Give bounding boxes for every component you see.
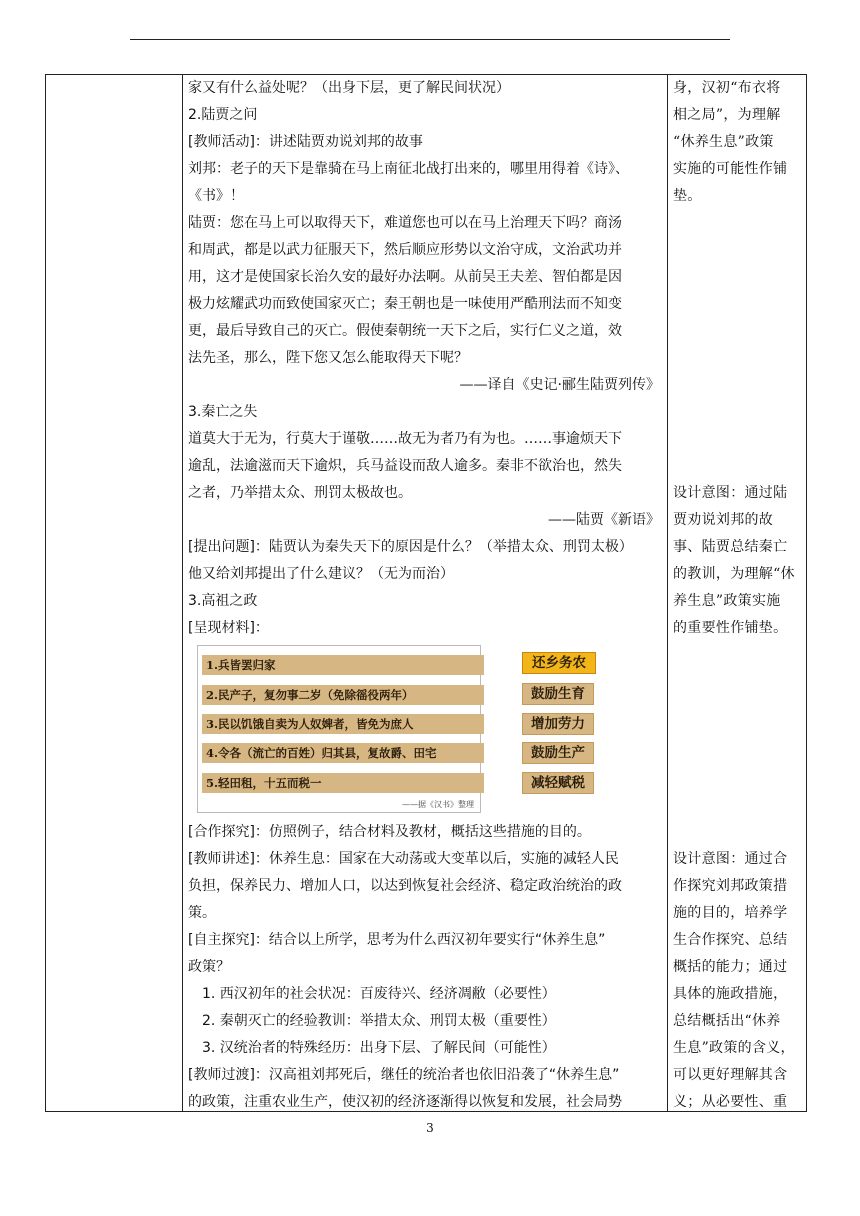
quote-line: 刘邦：老子的天下是靠骑在马上南征北战打出来的，哪里用得着《诗》、 — [188, 161, 629, 177]
intent-line: 实施的可能性作铺 — [673, 161, 788, 177]
figure-source: ——据《汉书》整理 — [402, 800, 474, 809]
purpose-tag: 鼓励生产 — [522, 742, 594, 764]
intent-line: 设计意图：通过陆 — [673, 485, 788, 501]
intent-line: 养生息”政策实施 — [673, 593, 781, 609]
text-line: [提出问题]：陆贾认为秦失天下的原因是什么？（举措太众、刑罚太极） — [188, 539, 633, 555]
quote-line: 用，这才是使国家长治久安的最好办法啊。从前吴王夫差、智伯都是因 — [188, 269, 622, 285]
text-line: [合作探究]：仿照例子，结合材料及教材，概括这些措施的目的。 — [188, 824, 591, 840]
measure-bar: 2.民产子，复勿事二岁（免除徭役两年） — [202, 685, 484, 705]
quote-line: 《书》！ — [188, 188, 244, 204]
intent-line: “休养生息”政策 — [673, 134, 774, 150]
measure-bar: 4.令各（流亡的百姓）归其县，复故爵、田宅 — [202, 743, 484, 763]
text-line: [呈现材料]： — [188, 620, 269, 636]
column-divider-left — [182, 75, 183, 1111]
measures-figure — [197, 645, 481, 813]
intent-line: 事、陆贾总结秦亡 — [673, 539, 788, 555]
intent-line: 贾劝说刘邦的故 — [673, 512, 774, 528]
purpose-tag: 还乡务农 — [522, 652, 596, 674]
text-line: [教师过渡]：汉高祖刘邦死后，继任的统治者也依旧沿袭了“休养生息” — [188, 1067, 620, 1083]
intent-line: 义；从必要性、重 — [673, 1094, 788, 1110]
purpose-tag: 鼓励生育 — [522, 683, 594, 705]
section-heading: 2.陆贾之问 — [188, 107, 258, 123]
intent-line: 施的目的，培养学 — [673, 905, 788, 921]
quote-line: 极力炫耀武功而致使国家灭亡；秦王朝也是一味使用严酷刑法而不知变 — [188, 296, 622, 312]
intent-line: 设计意图：通过合 — [673, 851, 788, 867]
intent-line: 的教训，为理解“休 — [673, 566, 795, 582]
text-line: 负担，保养民力、增加人口，以达到恢复社会经济、稳定政治统治的政 — [188, 878, 622, 894]
intent-line: 生合作探究、总结 — [673, 932, 788, 948]
citation: ——译自《史记·郦生陆贾列传》 — [459, 377, 660, 393]
text-line: [教师活动]：讲述陆贾劝说刘邦的故事 — [188, 134, 423, 150]
quote-line: 道莫大于无为，行莫大于谨敬……故无为者乃有为也。……事逾烦天下 — [188, 431, 622, 447]
intent-line: 生息”政策的含义， — [673, 1040, 795, 1056]
purpose-tag: 增加劳力 — [522, 713, 594, 735]
intent-line: 概括的能力；通过 — [673, 959, 788, 975]
intent-line: 的重要性作铺垫。 — [673, 620, 788, 636]
quote-line: 法先圣，那么，陛下您又怎么能取得天下呢？ — [188, 350, 468, 366]
measure-bar: 3.民以饥饿自卖为人奴婢者，皆免为庶人 — [202, 714, 484, 734]
text-line: 家又有什么益处呢？（出身下层，更了解民间状况） — [188, 80, 510, 96]
list-item: 1. 西汉初年的社会状况：百废待兴、经济凋敝（必要性） — [202, 986, 556, 1002]
section-heading: 3.秦亡之失 — [188, 404, 258, 420]
intent-line: 总结概括出“休养 — [673, 1013, 781, 1029]
intent-line: 相之局”，为理解 — [673, 107, 781, 123]
text-line: [自主探究]：结合以上所学，思考为什么西汉初年要实行“休养生息” — [188, 932, 606, 948]
intent-line: 垫。 — [673, 188, 702, 204]
list-item: 2. 秦朝灭亡的经验教训：举措太众、刑罚太极（重要性） — [202, 1013, 556, 1029]
header-rule — [130, 39, 730, 40]
intent-line: 具体的施政措施， — [673, 986, 788, 1002]
page-number: 3 — [426, 1121, 434, 1135]
citation: ——陆贾《新语》 — [548, 512, 660, 528]
text-line: 他又给刘邦提出了什么建议？（无为而治） — [188, 566, 454, 582]
intent-line: 身，汉初“布衣将 — [673, 80, 781, 96]
list-item: 3. 汉统治者的特殊经历：出身下层、了解民间（可能性） — [202, 1040, 556, 1056]
quote-line: 逾乱，法逾滋而天下逾炽，兵马益设而敌人逾多。秦非不欲治也，然失 — [188, 458, 622, 474]
intent-line: 作探究刘邦政策措 — [673, 878, 788, 894]
quote-line: 陆贾：您在马上可以取得天下，难道您也可以在马上治理天下吗？商汤 — [188, 215, 622, 231]
measure-bar: 1.兵皆罢归家 — [202, 655, 484, 675]
intent-line: 可以更好理解其含 — [673, 1067, 788, 1083]
lesson-plan-table — [45, 74, 807, 1112]
section-heading: 3.高祖之政 — [188, 593, 258, 609]
quote-line: 和周武，都是以武力征服天下，然后顺应形势以文治守成，文治武功并 — [188, 242, 622, 258]
quote-line: 更，最后导致自己的灭亡。假使秦朝统一天下之后，实行仁义之道，效 — [188, 323, 622, 339]
text-line: 策。 — [188, 905, 216, 921]
text-line: 政策？ — [188, 959, 230, 975]
text-line: 的政策，注重农业生产，使汉初的经济逐渐得以恢复和发展，社会局势 — [188, 1094, 622, 1110]
measure-bar: 5.轻田租，十五而税一 — [202, 773, 484, 793]
quote-line: 之者，乃举措太众、刑罚太极故也。 — [188, 485, 412, 501]
text-line: [教师讲述]：休养生息：国家在大动荡或大变革以后，实施的减轻人民 — [188, 851, 619, 867]
column-divider-right — [667, 75, 668, 1111]
purpose-tag: 减轻赋税 — [522, 772, 594, 794]
